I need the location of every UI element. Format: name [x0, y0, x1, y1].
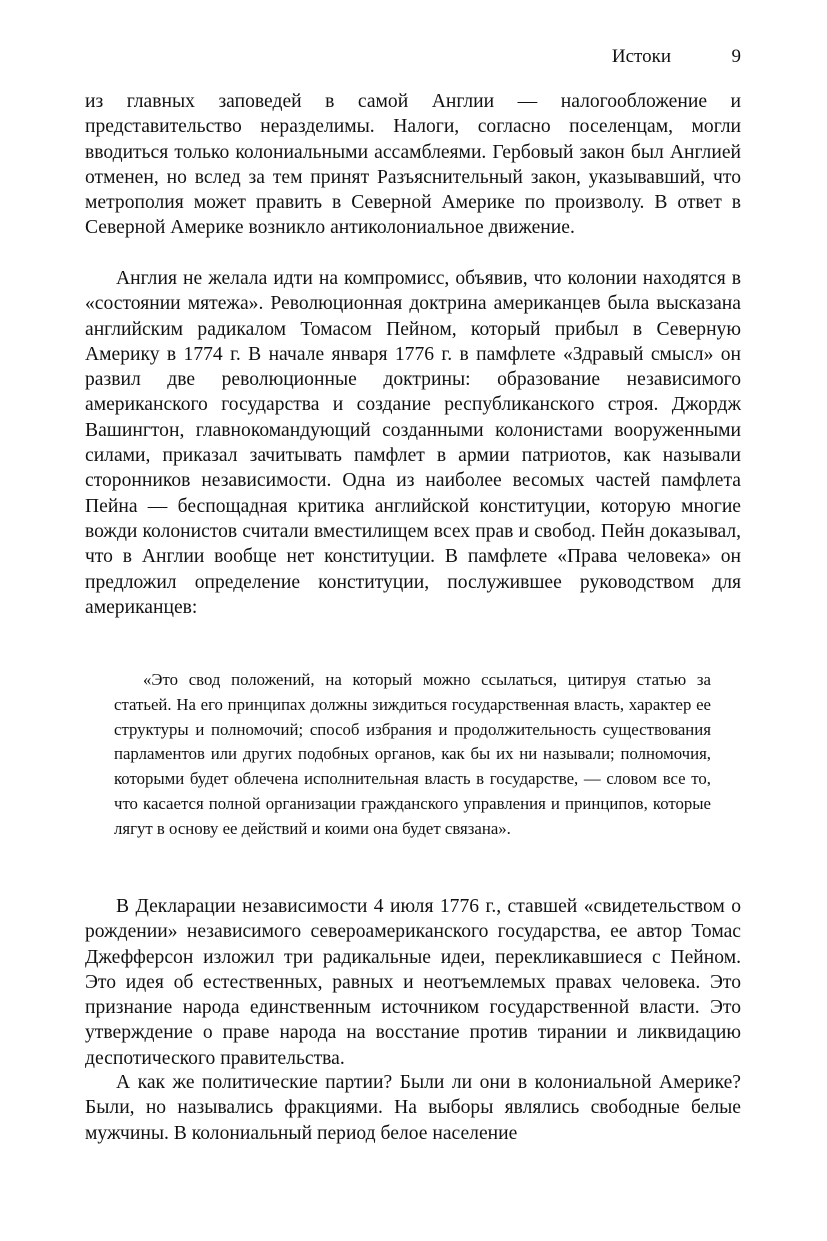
body-paragraph-continuation: из главных заповедей в самой Англии — налогообложение и представительство неразделимы. Налоги, согласно поселенцам, могли вводиться только колониальными ассамблеями. Гербовый закон был Англией отменен, но вслед за тем принят Разъяснительный закон, указывавший, что метрополия может править в Северной Америке по произволу. В ответ в Северной Америке возникло антиколониальное движение. [85, 91, 741, 239]
running-header [85, 46, 741, 74]
block-quote-constitution-definition: «Это свод положений, на который можно ссылаться, цитируя статью за статьей. На его принципах должны зиждиться государственная власть, характер ее структуры и полномочий; способ избрания и продолжительность существования парламентов или других подобных органов, как бы их ни называли; полномочия, которыми будет облечена исполнительная власть в государстве, — словом все то, что касается полной организации гражданского управления и принципов, которые лягут в основу ее действий и коими она будет связана». [114, 670, 711, 838]
body-paragraph-paine: Англия не желала идти на компромисс, объявив, что колонии находятся в «состоянии мятежа». Революционная доктрина американцев была высказана английским радикалом Томасом Пейном, который прибыл в Северную Америку в 1774 г. В начале января 1776 г. в памфлете «Здравый смысл» он развил две революционные доктрины: образование независимого американского государства и создание республиканского строя. Джордж Вашингтон, главнокомандующий созданными колонистами вооруженными силами, приказал зачитывать памфлет в армии патриотов, как называли сторонников независимости. Одна из наиболее весомых частей памфлета Пейна — беспощадная критика английской конституции, которую многие вожди колонистов считали вместилищем всех прав и свобод. Пейн доказывал, что в Англии вообще нет конституции. В памфлете «Права человека» он предложил определение конституции, послужившее руководством для американцев: [85, 268, 741, 618]
page-number: 9 [731, 46, 741, 67]
running-header-title: Истоки [611, 46, 671, 67]
body-paragraph-parties: А как же политические партии? Были ли они в колониальной Америке? Были, но назывались фракциями. На выборы являлись свободные белые мужчины. В колониальный период белое население [85, 1072, 741, 1144]
body-paragraph-declaration: В Декларации независимости 4 июля 1776 г., ставшей «свидетельством о рождении» независимого североамериканского государства, ее автор Томас Джефферсон изложил три радикальные идеи, перекликавшиеся с Пейном. Это идея об естественных, равных и неотъемлемых правах человека. Это признание народа единственным источником государственной власти. Это утверждение о праве народа на восстание против тирании и ликвидацию деспотического правительства. [85, 896, 741, 1069]
